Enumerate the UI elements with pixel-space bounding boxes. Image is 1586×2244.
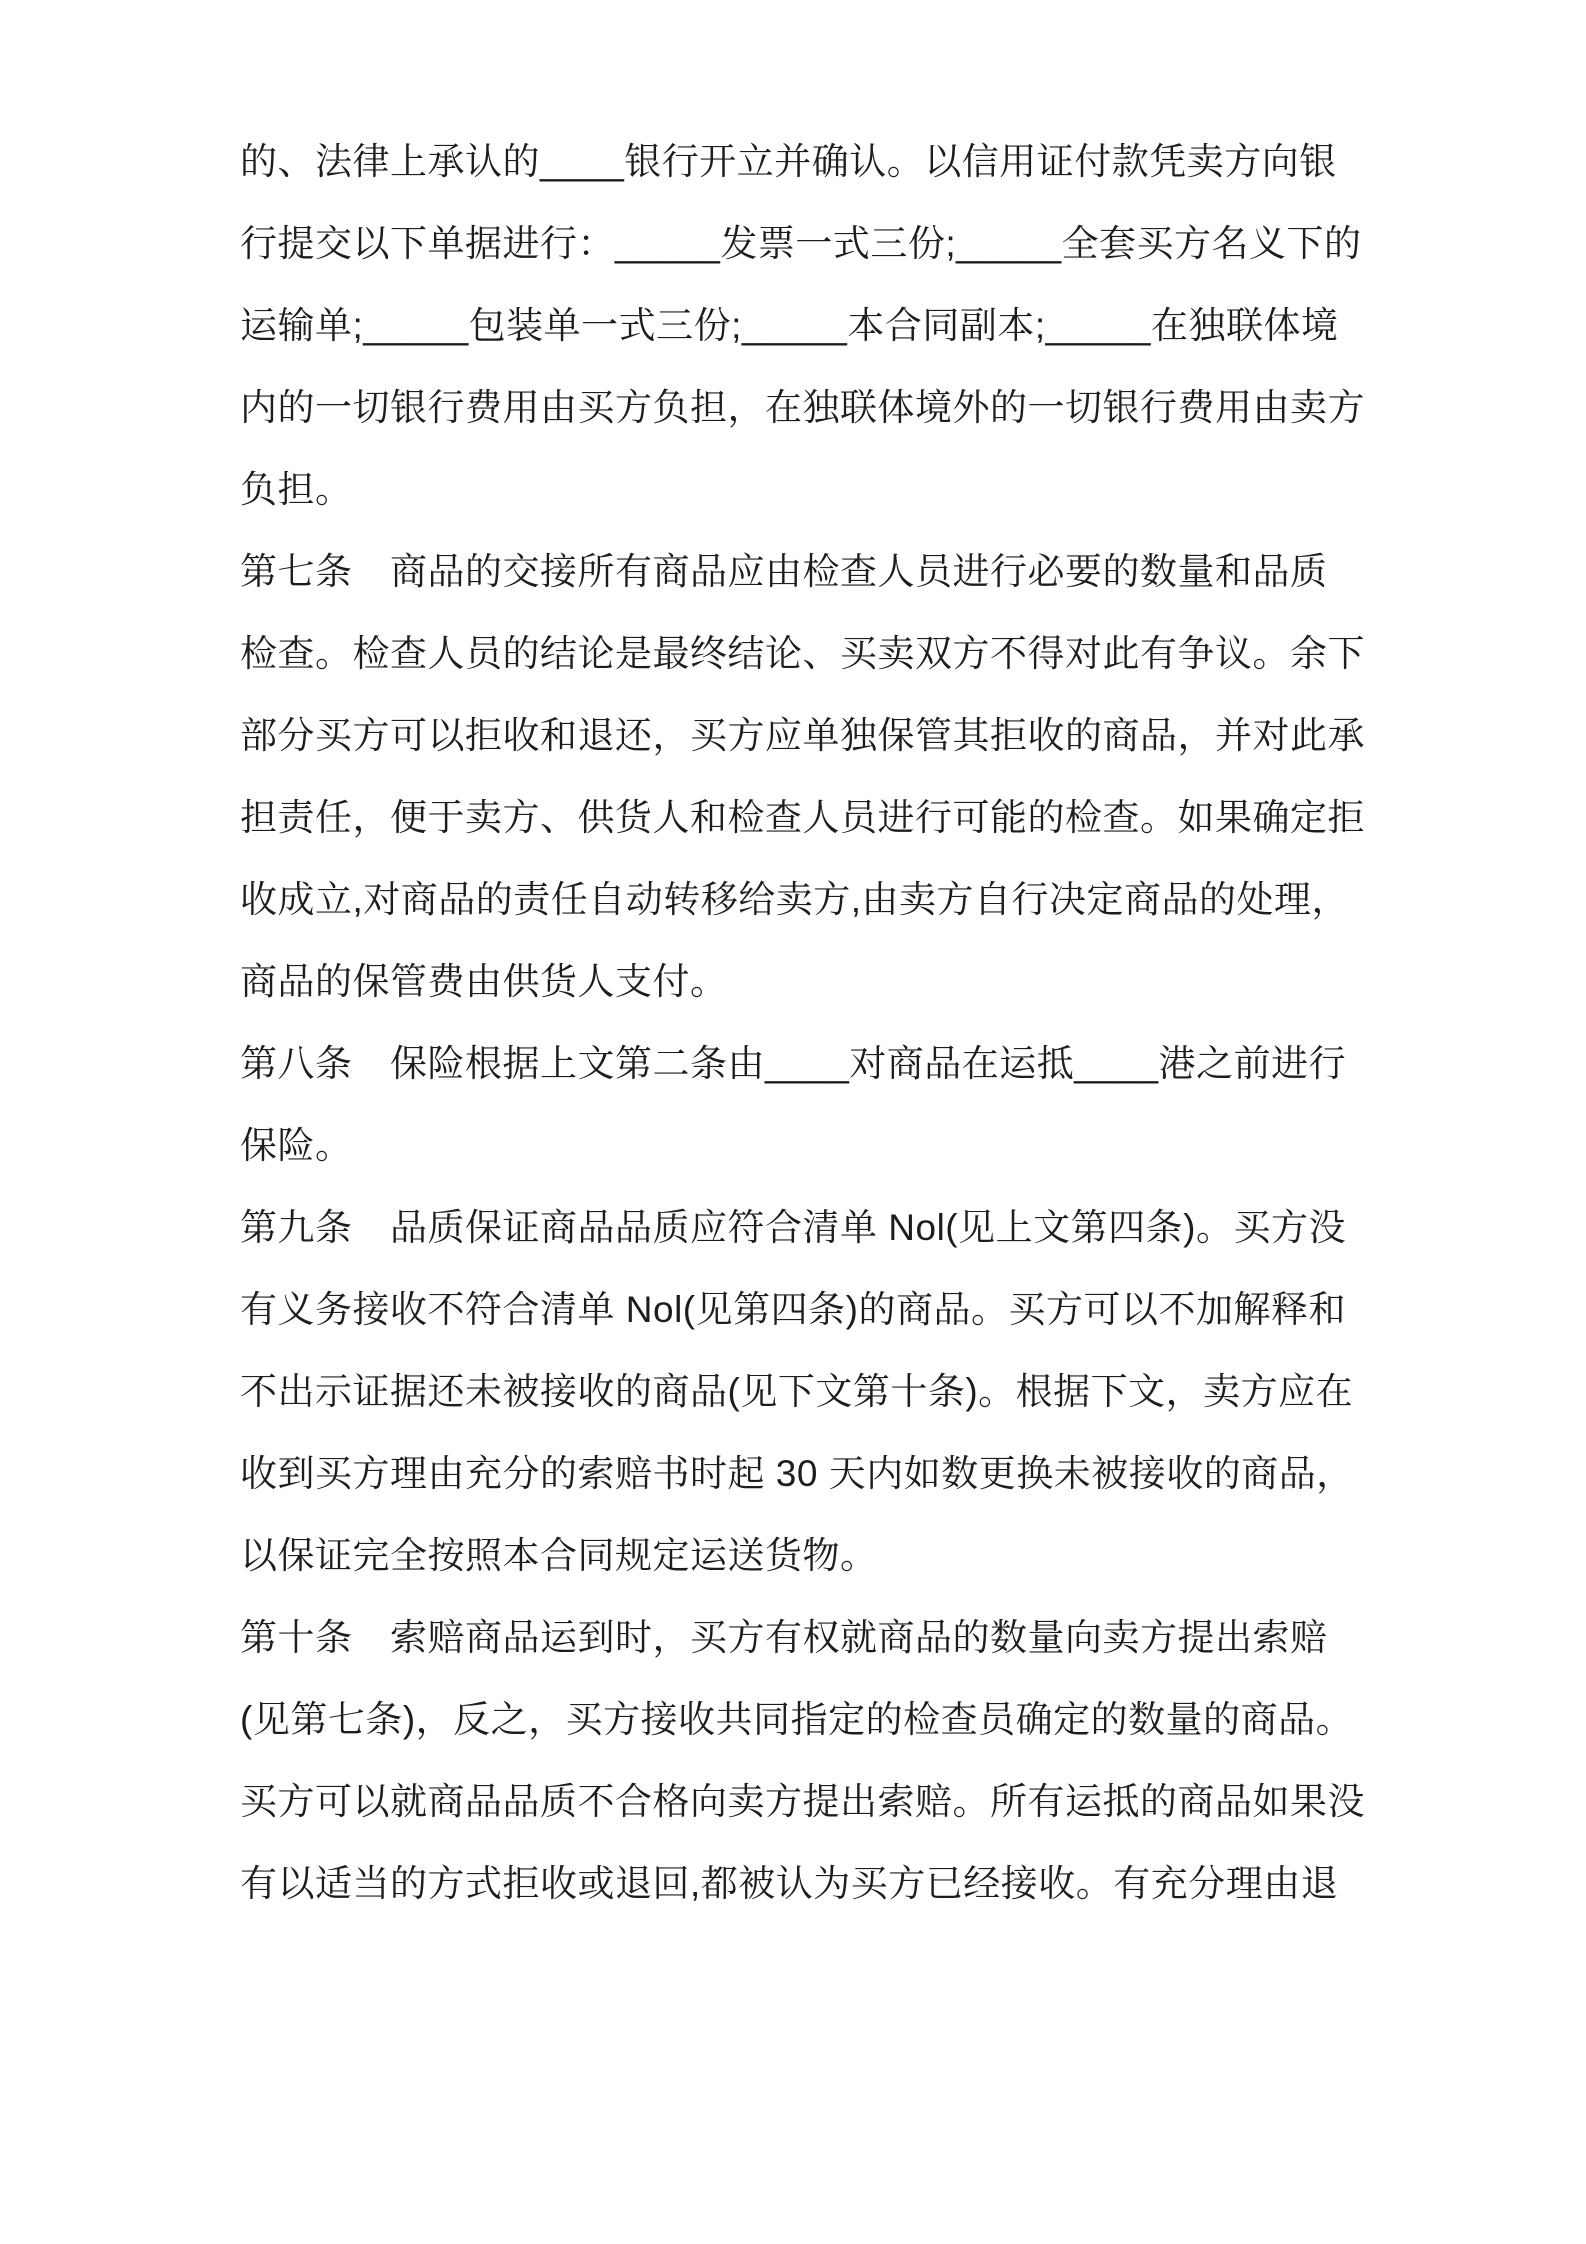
document-line: 有以适当的方式拒收或退回,都被认为买方已经接收。有充分理由退	[240, 1863, 1339, 1904]
document-line: 的、法律上承认的____银行开立并确认。以信用证付款凭卖方向银	[240, 141, 1337, 182]
document-line: 运输单;_____包装单一式三份;_____本合同副本;_____在独联体境	[240, 305, 1339, 346]
document-line: 第九条 品质保证商品品质应符合清单 Nol(见上文第四条)。买方没	[240, 1207, 1346, 1248]
document-line: 不出示证据还未被接收的商品(见下文第十条)。根据下文，卖方应在	[240, 1371, 1354, 1412]
document-body	[240, 121, 1365, 1925]
document-line: 商品的保管费由供货人支付。	[240, 961, 728, 1002]
document-line: 收成立,对商品的责任自动转移给卖方,由卖方自行决定商品的处理，	[240, 879, 1350, 920]
document-line: 部分买方可以拒收和退还，买方应单独保管其拒收的商品，并对此承	[240, 715, 1365, 756]
document-line: 有义务接收不符合清单 Nol(见第四条)的商品。买方可以不加解释和	[240, 1289, 1346, 1330]
document-line: (见第七条)，反之，买方接收共同指定的检查员确定的数量的商品。	[240, 1699, 1354, 1740]
document-line: 以保证完全按照本合同规定运送货物。	[240, 1535, 878, 1576]
document-line: 第十条 索赔商品运到时，买方有权就商品的数量向卖方提出索赔	[240, 1617, 1328, 1658]
document-line: 保险。	[240, 1125, 353, 1166]
document-line: 收到买方理由充分的索赔书时起 30 天内如数更换未被接收的商品，	[240, 1453, 1354, 1494]
document-line: 内的一切银行费用由买方负担，在独联体境外的一切银行费用由卖方	[240, 387, 1365, 428]
document-line: 检查。检查人员的结论是最终结论、买卖双方不得对此有争议。余下	[240, 633, 1365, 674]
document-line: 第七条 商品的交接所有商品应由检查人员进行必要的数量和品质	[240, 551, 1328, 592]
document-line: 行提交以下单据进行：_____发票一式三份;_____全套买方名义下的	[240, 223, 1362, 264]
document-line: 负担。	[240, 469, 353, 510]
document-line: 担责任，便于卖方、供货人和检查人员进行可能的检查。如果确定拒	[240, 797, 1365, 838]
document-line: 第八条 保险根据上文第二条由____对商品在运抵____港之前进行	[240, 1043, 1347, 1084]
document-line: 买方可以就商品品质不合格向卖方提出索赔。所有运抵的商品如果没	[240, 1781, 1365, 1822]
